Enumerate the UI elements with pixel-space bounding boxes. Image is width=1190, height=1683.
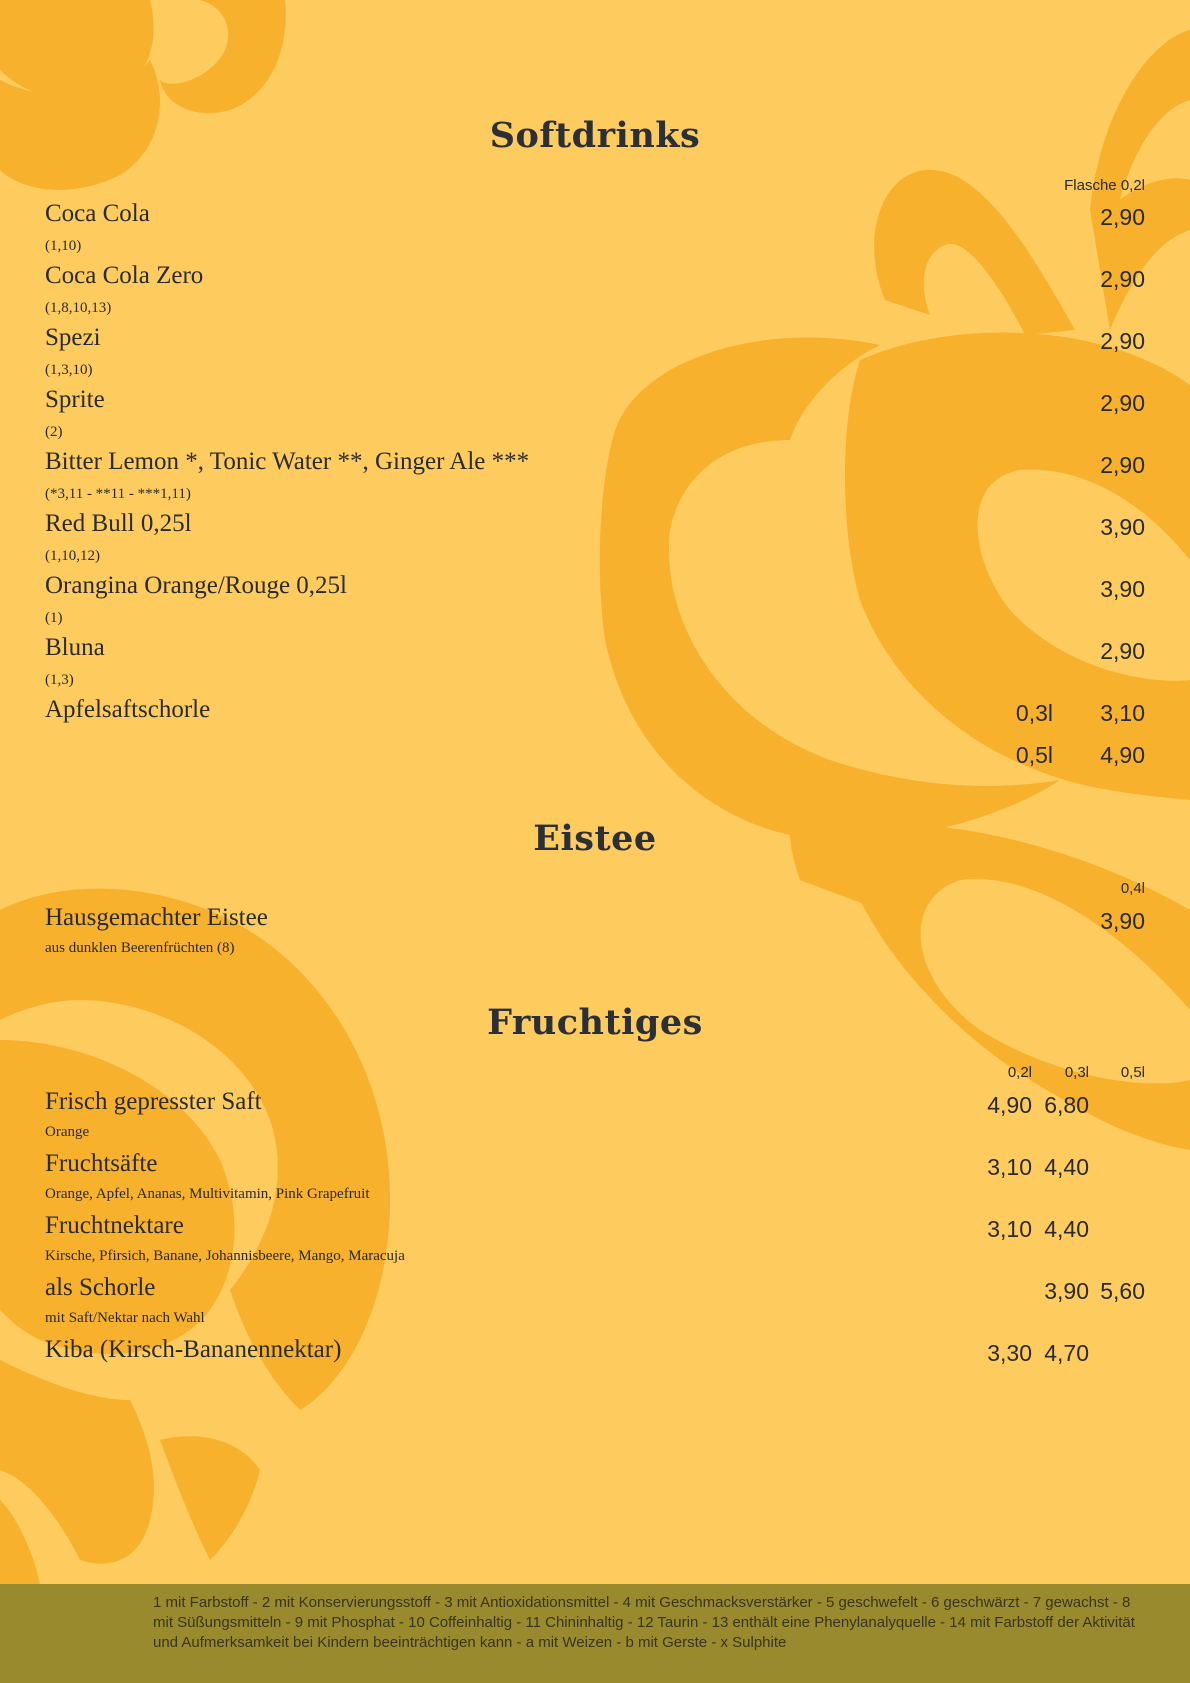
additives-footer [0, 1584, 1190, 1683]
item-price-02: 4,90 [987, 1092, 1032, 1118]
item-price: 2,90 [1100, 390, 1145, 416]
item-name: Hausgemachter Eistee [45, 904, 268, 931]
item-additives: (1,3,10) [45, 362, 93, 378]
column-header-02: 0,2l [1007, 1064, 1032, 1081]
item-name: Fruchtsäfte [45, 1150, 158, 1177]
item-name: Spezi [45, 324, 101, 351]
item-description: Orange [45, 1124, 90, 1140]
item-price: 2,90 [1100, 452, 1145, 478]
item-price: 4,90 [1100, 742, 1145, 768]
item-name: Orangina Orange/Rouge 0,25l [45, 572, 348, 599]
section-title-softdrinks: Softdrinks [489, 115, 701, 156]
item-price-02: 3,10 [987, 1154, 1032, 1180]
item-size: 0,3l [1015, 700, 1053, 726]
column-header-03: 0,3l [1064, 1064, 1089, 1081]
item-price: 3,90 [1100, 908, 1145, 934]
item-price-02: 3,30 [987, 1340, 1032, 1366]
item-price-03: 3,90 [1044, 1278, 1089, 1304]
item-description: Kirsche, Pfirsich, Banane, Johannisbeere, Mango, Maracuja [45, 1248, 405, 1264]
item-price: 3,10 [1100, 700, 1145, 726]
item-additives: (1,3) [45, 672, 74, 688]
item-price-05: 5,60 [1100, 1278, 1145, 1304]
item-price: 3,90 [1100, 514, 1145, 540]
item-description: aus dunklen Beerenfrüchten (8) [45, 940, 235, 956]
section-title-eistee: Eistee [533, 818, 657, 859]
column-header-size: 0,4l [1120, 880, 1145, 897]
item-additives: (1,10) [45, 238, 82, 254]
item-additives: (1) [45, 610, 63, 626]
item-additives: (2) [45, 424, 63, 440]
item-name: Coca Cola Zero [45, 262, 204, 289]
item-name: Sprite [45, 386, 105, 413]
item-description: mit Saft/Nektar nach Wahl [45, 1310, 205, 1326]
column-header-05: 0,5l [1120, 1064, 1145, 1081]
item-price-03: 6,80 [1044, 1092, 1089, 1118]
item-name: Coca Cola [45, 200, 150, 227]
item-price-03: 4,70 [1044, 1340, 1089, 1366]
item-price: 2,90 [1100, 266, 1145, 292]
item-price-02: 3,10 [987, 1216, 1032, 1242]
section-title-fruchtiges: Fruchtiges [487, 1002, 703, 1043]
item-name: als Schorle [45, 1274, 156, 1301]
column-header-bottle: Flasche 0,2l [1064, 177, 1145, 194]
item-size: 0,5l [1015, 742, 1053, 768]
item-name: Kiba (Kirsch-Bananennektar) [45, 1336, 342, 1363]
item-additives: (1,8,10,13) [45, 300, 112, 316]
item-name: Bluna [45, 634, 105, 661]
item-price-03: 4,40 [1044, 1216, 1089, 1242]
item-name: Fruchtnektare [45, 1212, 184, 1239]
item-name: Frisch gepresster Saft [45, 1088, 262, 1115]
item-price: 2,90 [1100, 204, 1145, 230]
additives-legend: 1 mit Farbstoff - 2 mit Konservierungsstoff - 3 mit Antioxidationsmittel - 4 mit Geschmacksverstärker - 5 geschwefelt - 6 geschwärzt - 7 gewachst - 8 mit Süßungsmitteln - 9 mit Phosphat - 10 Coffeinhaltig - 11 Chininhaltig - 12 Taurin - 13 enthält eine Phenylanalyquelle - 14 mit Farbstoff der Aktivität und Aufmerksamkeit bei Kindern beeinträchtigen kann - a mit Weizen - b mit Gerste - x Sulphite [153, 1594, 1135, 1651]
item-price: 2,90 [1100, 328, 1145, 354]
item-price-03: 4,40 [1044, 1154, 1089, 1180]
item-name: Bitter Lemon *, Tonic Water **, Ginger Ale *** [45, 448, 530, 475]
item-name: Apfelsaftschorle [45, 696, 211, 723]
item-price: 2,90 [1100, 638, 1145, 664]
item-price: 3,90 [1100, 576, 1145, 602]
item-description: Orange, Apfel, Ananas, Multivitamin, Pink Grapefruit [45, 1186, 370, 1202]
item-additives: (1,10,12) [45, 548, 100, 564]
item-additives: (*3,11 - **11 - ***1,11) [45, 486, 191, 502]
item-name: Red Bull 0,25l [45, 510, 192, 537]
